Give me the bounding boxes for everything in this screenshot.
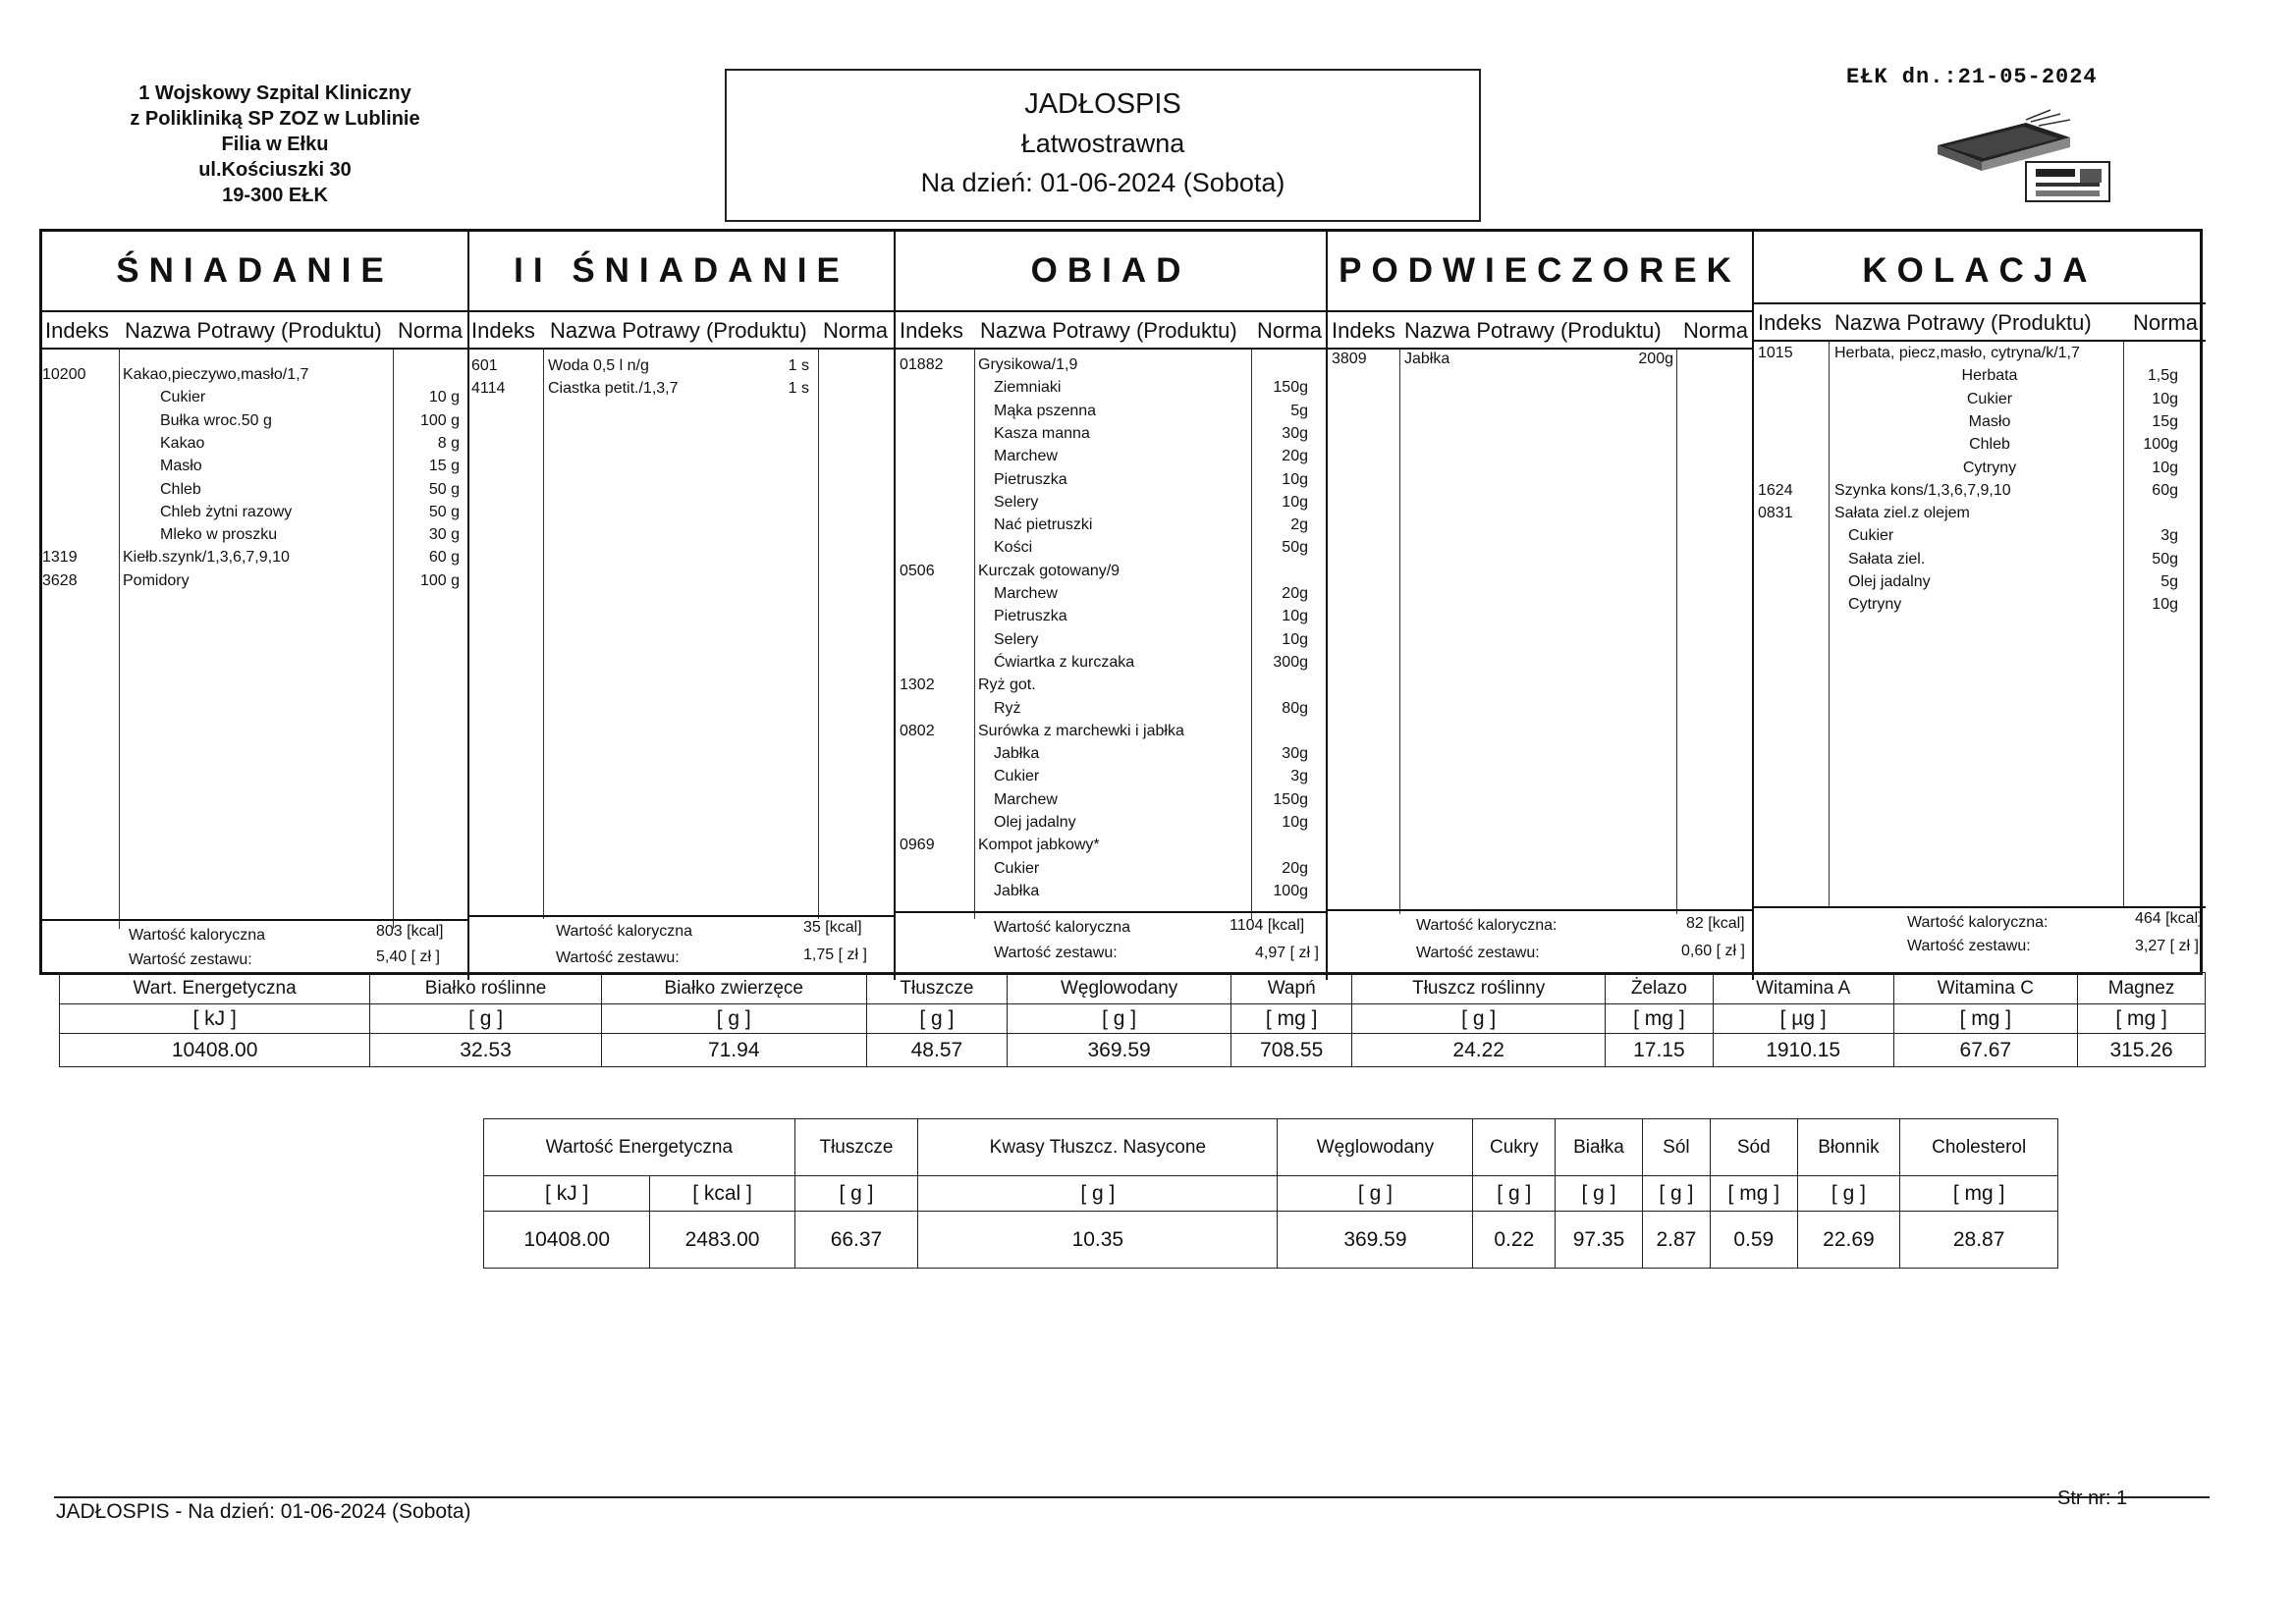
nutrient-unit: [ g ] [866, 1004, 1008, 1034]
meal-summary [1328, 909, 1752, 980]
col-nazwa: Nazwa Potrawy (Produktu) [125, 318, 382, 343]
nutrient-value: 0.59 [1711, 1212, 1798, 1269]
dish-name: Grysikowa/1,9 [978, 356, 1078, 373]
nutrient-value: 97.35 [1556, 1212, 1643, 1269]
nutrient-header: Witamina A [1713, 973, 1893, 1004]
ingredient-name: Marchew [994, 585, 1058, 602]
item-norm: 1,5g [2147, 367, 2178, 385]
page-number: Str nr: 1 [2057, 1488, 2128, 1509]
col-indeks: Indeks [45, 318, 109, 343]
item-norm: 10g [1282, 493, 1308, 511]
item-norm: 20g [1282, 859, 1308, 877]
nutrient-value: 10408.00 [484, 1212, 650, 1269]
nutrient-header: Wart. Energetyczna [60, 973, 370, 1004]
nutrient-header: Błonnik [1797, 1119, 1900, 1176]
item-norm: 150g [1273, 379, 1308, 397]
nutrient-unit: [ g ] [1473, 1176, 1556, 1212]
ingredient-name: Cukier [994, 859, 1040, 877]
item-norm: 10g [1282, 470, 1308, 488]
menu-date: Na dzień: 01-06-2024 (Sobota) [920, 168, 1285, 197]
cost-value: 3,27 [ zł ] [2135, 938, 2199, 954]
footer-rule [54, 1496, 2210, 1498]
ingredient-name: Cytryny [1848, 596, 1902, 614]
ingredient-name: Ryż [994, 699, 1021, 717]
item-norm: 1 s [788, 357, 809, 374]
ingredient-name: Bułka wroc.50 g [160, 411, 272, 429]
nutrient-header: Sól [1642, 1119, 1710, 1176]
nutrient-unit: [ g ] [1352, 1004, 1606, 1034]
ingredient-name: Marchew [994, 448, 1058, 465]
document-date: EŁK dn.:21-05-2024 [1846, 65, 2098, 89]
ingredient-name: Jabłka [994, 882, 1040, 899]
cost-label: Wartość zestawu: [1907, 938, 2031, 954]
meal-summary [1754, 906, 2206, 980]
item-index: 3628 [42, 571, 78, 589]
meal-summary [42, 919, 467, 980]
cost-value: 0,60 [ zł ] [1681, 943, 1745, 959]
ingredient-name: Olej jadalny [1848, 573, 1931, 590]
meal-title: ŚNIADANIE [116, 251, 394, 290]
nutrient-value: 0.22 [1473, 1212, 1556, 1269]
nutrient-value: 28.87 [1900, 1212, 2058, 1269]
col-nazwa: Nazwa Potrawy (Produktu) [980, 318, 1237, 343]
nutrient-value: 2483.00 [650, 1212, 794, 1269]
footer-title: JADŁOSPIS - Na dzień: 01-06-2024 (Sobota) [56, 1500, 471, 1523]
item-index: 10200 [42, 366, 86, 383]
dish-name: Jabłka [1404, 351, 1450, 367]
col-norma: Norma [1257, 318, 1323, 343]
item-norm: 100 g [419, 571, 460, 589]
meal-title: II ŚNIADANIE [514, 251, 849, 290]
item-norm: 20g [1282, 448, 1308, 465]
item-norm: 10g [2152, 459, 2178, 476]
cost-label: Wartość zestawu: [1416, 945, 1540, 961]
nutrient-value: 369.59 [1278, 1212, 1473, 1269]
ingredient-name: Mąka pszenna [994, 402, 1097, 419]
ingredient-name: Masło [1968, 412, 2011, 430]
item-index: 0969 [900, 837, 935, 854]
kcal-value: 82 [kcal] [1686, 915, 1745, 932]
hospital-line: Filia w Ełku [221, 134, 329, 155]
hospital-address [93, 81, 457, 208]
column-headers [896, 310, 1326, 350]
nutrient-unit: [ g ] [794, 1176, 918, 1212]
nutrient-unit: [ µg ] [1713, 1004, 1893, 1034]
nutrient-header: Sód [1711, 1119, 1798, 1176]
cost-value: 5,40 [ zł ] [376, 948, 440, 965]
nutrient-header: Białko roślinne [370, 973, 602, 1004]
nutrient-header: Żelazo [1606, 973, 1714, 1004]
nutrient-unit: [ g ] [1797, 1176, 1900, 1212]
item-norm: 100g [2143, 436, 2178, 454]
meal-column-kolacja [1754, 232, 2206, 980]
menu-table [39, 229, 2203, 975]
dish-name: Ryż got. [978, 676, 1036, 694]
meal-column-obiad [896, 232, 1328, 980]
nutrient-unit: [ mg ] [1900, 1176, 2058, 1212]
cost-value: 1,75 [ zł ] [803, 947, 867, 963]
item-norm: 5g [2160, 573, 2178, 590]
kcal-label: Wartość kaloryczna: [1907, 914, 2049, 931]
nutrient-header: Tłuszcz roślinny [1352, 973, 1606, 1004]
meal-title: OBIAD [1030, 251, 1191, 290]
nutrient-unit: [ mg ] [1893, 1004, 2078, 1034]
item-norm: 15 g [428, 458, 460, 475]
item-norm: 300g [1273, 653, 1308, 671]
ingredient-name: Mleko w proszku [160, 526, 278, 544]
item-norm: 100g [1273, 882, 1308, 899]
nutrient-unit: [ g ] [370, 1004, 602, 1034]
nutrient-value: 369.59 [1008, 1034, 1231, 1067]
col-norma: Norma [823, 318, 889, 343]
diet-name: Łatwostrawna [1020, 129, 1185, 158]
nutrient-value: 22.69 [1797, 1212, 1900, 1269]
item-norm: 5g [1290, 402, 1308, 419]
nutrient-unit: [ g ] [1556, 1176, 1643, 1212]
nutrient-header: Magnez [2078, 973, 2206, 1004]
cost-label: Wartość zestawu: [556, 949, 680, 966]
item-norm: 10g [2152, 596, 2178, 614]
ingredient-name: Olej jadalny [994, 814, 1076, 831]
nutrient-unit: [ mg ] [1230, 1004, 1351, 1034]
ingredient-name: Masło [160, 458, 202, 475]
item-index: 1319 [42, 549, 78, 567]
item-index: 0831 [1758, 505, 1793, 522]
item-index: 1624 [1758, 481, 1793, 499]
meal-title: PODWIECZOREK [1339, 251, 1741, 290]
ingredient-name: Ćwiartka z kurczaka [994, 653, 1135, 671]
ingredient-name: Kości [994, 539, 1033, 557]
dish-name: Woda 0,5 l n/g [548, 357, 649, 374]
item-norm: 10g [1282, 630, 1308, 648]
col-indeks: Indeks [900, 318, 963, 343]
ingredient-name: Ziemniaki [994, 379, 1062, 397]
ingredient-name: Jabłka [994, 745, 1040, 763]
ingredient-name: Marchew [994, 790, 1058, 808]
ingredient-name: Cukier [1848, 527, 1894, 545]
nutrient-value: 315.26 [2078, 1034, 2206, 1067]
dish-name: Kurczak gotowany/9 [978, 562, 1121, 579]
item-norm: 3g [2160, 527, 2178, 545]
nutrient-value: 66.37 [794, 1212, 918, 1269]
item-index: 4114 [471, 380, 506, 398]
column-headers [469, 310, 894, 350]
cost-value: 4,97 [ zł ] [1255, 945, 1319, 961]
kcal-value: 35 [kcal] [803, 919, 862, 936]
nutrient-unit: [ g ] [1278, 1176, 1473, 1212]
meal-column-sniadanie [42, 232, 469, 980]
meal-title: KOLACJA [1862, 251, 2098, 290]
column-headers [42, 310, 467, 350]
nutrient-value: 708.55 [1230, 1034, 1351, 1067]
logo-graphic [1933, 108, 2129, 206]
dish-name: Szynka kons/1,3,6,7,9,10 [1834, 481, 2011, 499]
dish-name: Kompot jabkowy* [978, 837, 1100, 854]
nutrient-header: Białko zwierzęce [601, 973, 866, 1004]
item-norm: 30 g [428, 526, 460, 544]
ingredient-name: Nać pietruszki [994, 516, 1093, 534]
item-norm: 50g [2152, 550, 2178, 568]
nutrient-unit: [ g ] [918, 1176, 1278, 1212]
nutrient-unit: [ g ] [1008, 1004, 1231, 1034]
cost-label: Wartość zestawu: [129, 951, 252, 968]
nutrition-table-2 [483, 1118, 2058, 1269]
nutrient-value: 10.35 [918, 1212, 1278, 1269]
nutrient-unit: [ kJ ] [484, 1176, 650, 1212]
item-norm: 10g [1282, 814, 1308, 831]
item-norm: 15g [2152, 412, 2178, 430]
nutrient-unit: [ mg ] [1606, 1004, 1714, 1034]
item-norm: 8 g [437, 434, 460, 452]
nutrient-value: 71.94 [601, 1034, 866, 1067]
meal-column-podwieczorek [1328, 232, 1754, 980]
hospital-line: ul.Kościuszki 30 [198, 159, 352, 181]
kcal-value: 464 [kcal] [2135, 910, 2203, 927]
nutrient-value: 24.22 [1352, 1034, 1606, 1067]
kcal-value: 1104 [kcal] [1230, 917, 1305, 934]
nutrient-header: Węglowodany [1278, 1119, 1473, 1176]
ingredient-name: Cukier [1966, 390, 2013, 407]
meal-summary [896, 911, 1326, 980]
dish-name: Kiełb.szynk/1,3,6,7,9,10 [123, 549, 290, 567]
item-norm: 100 g [419, 411, 460, 429]
dish-name: Ciastka petit./1,3,7 [548, 380, 679, 398]
kcal-label: Wartość kaloryczna: [1416, 917, 1558, 934]
ingredient-name: Pietruszka [994, 470, 1067, 488]
nutrient-value: 10408.00 [60, 1034, 370, 1067]
dish-name: Sałata ziel.z olejem [1834, 505, 1970, 522]
item-norm: 2g [1290, 516, 1308, 534]
nutrient-header: Wartość Energetyczna [484, 1119, 795, 1176]
kcal-label: Wartość kaloryczna [129, 927, 265, 944]
kcal-label: Wartość kaloryczna [556, 923, 692, 940]
item-norm: 10g [2152, 390, 2178, 407]
item-norm: 60 g [428, 549, 460, 567]
ingredient-name: Kasza manna [994, 424, 1090, 442]
item-norm: 50g [1282, 539, 1308, 557]
col-nazwa: Nazwa Potrawy (Produktu) [550, 318, 807, 343]
nutrient-header: Węglowodany [1008, 973, 1231, 1004]
nutrient-value: 1910.15 [1713, 1034, 1893, 1067]
dish-name: Kakao,pieczywo,masło/1,7 [123, 366, 309, 383]
col-nazwa: Nazwa Potrawy (Produktu) [1404, 318, 1662, 343]
col-indeks: Indeks [471, 318, 535, 343]
col-norma: Norma [2133, 310, 2199, 335]
ingredient-name: Chleb żytni razowy [160, 503, 293, 520]
item-norm: 30g [1282, 424, 1308, 442]
nutrient-unit: [ g ] [1642, 1176, 1710, 1212]
dish-name: Surówka z marchewki i jabłka [978, 722, 1184, 739]
item-norm: 50 g [428, 503, 460, 520]
book-computer-logo [1933, 108, 2129, 211]
item-norm: 200g [1638, 351, 1673, 367]
cost-label: Wartość zestawu: [994, 945, 1118, 961]
meal-column-ii-sniadanie [469, 232, 896, 980]
item-norm: 50 g [428, 480, 460, 498]
item-index: 0506 [900, 562, 935, 579]
nutrition-table-1 [59, 972, 2206, 1067]
item-index: 0802 [900, 722, 935, 739]
item-index: 1302 [900, 676, 935, 694]
nutrient-unit: [ kcal ] [650, 1176, 794, 1212]
item-norm: 10g [1282, 608, 1308, 625]
ingredient-name: Cytryny [1962, 459, 2017, 476]
column-headers [1328, 310, 1752, 350]
nutrient-unit: [ mg ] [2078, 1004, 2206, 1034]
column-headers [1754, 302, 2206, 342]
ingredient-name: Cukier [994, 768, 1040, 785]
nutrient-unit: [ g ] [601, 1004, 866, 1034]
hospital-line: 19-300 EŁK [222, 185, 328, 206]
item-norm: 10 g [428, 389, 460, 406]
item-norm: 150g [1273, 790, 1308, 808]
nutrient-value: 17.15 [1606, 1034, 1714, 1067]
col-norma: Norma [1683, 318, 1749, 343]
title-box [725, 69, 1481, 222]
item-index: 01882 [900, 356, 944, 373]
nutrient-header: Cukry [1473, 1119, 1556, 1176]
dish-name: Herbata, piecz,masło, cytryna/k/1,7 [1834, 345, 2080, 361]
nutrient-header: Wapń [1230, 973, 1351, 1004]
nutrient-header: Kwasy Tłuszcz. Nasycone [918, 1119, 1278, 1176]
item-norm: 60g [2152, 481, 2178, 499]
item-norm: 30g [1282, 745, 1308, 763]
ingredient-name: Kakao [160, 434, 205, 452]
nutrient-value: 2.87 [1642, 1212, 1710, 1269]
hospital-line: 1 Wojskowy Szpital Kliniczny [138, 82, 411, 104]
nutrient-unit: [ mg ] [1711, 1176, 1798, 1212]
page-title: JADŁOSPIS [1024, 88, 1181, 120]
nutrient-header: Tłuszcze [866, 973, 1008, 1004]
item-index: 1015 [1758, 345, 1793, 361]
ingredient-name: Herbata [1961, 367, 2018, 385]
col-norma: Norma [398, 318, 464, 343]
hospital-line: z Polikliniką SP ZOZ w Lublinie [130, 108, 420, 130]
nutrient-header: Witamina C [1893, 973, 2078, 1004]
nutrient-header: Tłuszcze [794, 1119, 918, 1176]
item-norm: 20g [1282, 585, 1308, 602]
dish-name: Pomidory [123, 571, 190, 589]
col-indeks: Indeks [1332, 318, 1395, 343]
kcal-value: 803 [kcal] [376, 923, 444, 940]
item-norm: 1 s [788, 380, 809, 398]
kcal-label: Wartość kaloryczna [994, 919, 1130, 936]
nutrient-value: 32.53 [370, 1034, 602, 1067]
item-index: 3809 [1332, 351, 1367, 367]
ingredient-name: Chleb [160, 480, 201, 498]
nutrient-value: 48.57 [866, 1034, 1008, 1067]
col-nazwa: Nazwa Potrawy (Produktu) [1834, 310, 2092, 335]
meal-summary [469, 915, 894, 980]
ingredient-name: Selery [994, 493, 1039, 511]
nutrient-unit: [ kJ ] [60, 1004, 370, 1034]
ingredient-name: Cukier [160, 389, 206, 406]
ingredient-name: Selery [994, 630, 1039, 648]
ingredient-name: Pietruszka [994, 608, 1067, 625]
ingredient-name: Sałata ziel. [1848, 550, 1926, 568]
item-index: 601 [471, 357, 498, 374]
nutrient-header: Białka [1556, 1119, 1643, 1176]
nutrient-value: 67.67 [1893, 1034, 2078, 1067]
item-norm: 3g [1290, 768, 1308, 785]
item-norm: 80g [1282, 699, 1308, 717]
ingredient-name: Chleb [1969, 436, 2010, 454]
col-indeks: Indeks [1758, 310, 1822, 335]
nutrient-header: Cholesterol [1900, 1119, 2058, 1176]
